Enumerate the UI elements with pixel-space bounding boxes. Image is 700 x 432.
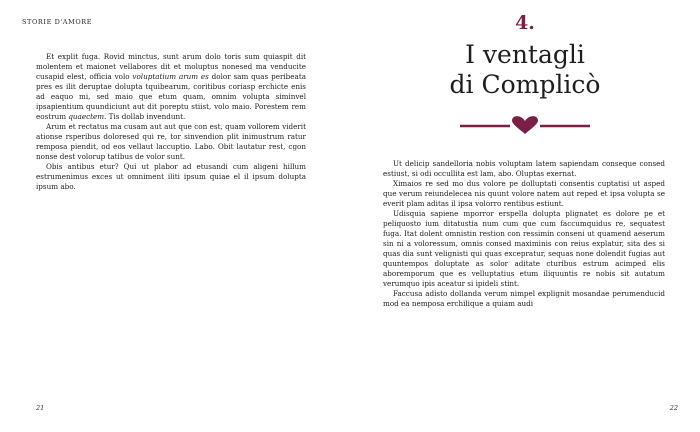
italic-run: voluptatium arum es — [132, 72, 209, 81]
heart-icon — [460, 115, 590, 137]
text-run: Et explit fuga. Rovid minctus, sunt arum dolo toris sum quiaspit dit molentem et maionet vellabores dit et moluptus nonesed ma venducite cusapid elest, officia volo — [36, 52, 306, 81]
paragraph: Faccusa adisto dollanda verum nimpel explignit mosandae perumenducid mod ea nemposa erchilique a quiam audi — [383, 289, 665, 308]
paragraph: Ximaios re sed mo dus volore pe dolluptati consentis cuptatisi ut asped que verum reiundelecea nis quunt volore natem aut reped et ipsa volupta se everit plam aditas il ipsa volorro rentibus estiunt. — [383, 179, 665, 208]
paragraph: Udisquia sapiene mporror erspella dolupta plignatet es dolore pe et peliquosto ium ditatustia num cum que cum faccumquidus re, sequatest fuga. Itat dolent omnistin restion con ressimin conseni ut quamend aeserum sin ni a voloressum, omnis consed maximinis con reius explatur, sita des si quas dia sunt velignisti qui quas excepratur, sequas none dolendit fugias aut quuntempos doluptate as solor aditate cturibus estrum acimped elis aboremporum que es velluptatius etum iliquuntis re nobis sit autatum verumquo ipis aceatur si ipideli stint. — [383, 209, 665, 288]
chapter-number: 4. — [515, 12, 535, 34]
left-body-text — [36, 52, 306, 192]
heart-shape — [512, 116, 538, 134]
right-body-text — [383, 159, 665, 309]
paragraph: Arum et rectatus ma cusam aut aut que con est, quam vollorem viderit ationse rsperibus doloresed qui re, tor sinvendion plit inimustrum ratur remposa piendit, od eos vellaut laccuptio. Labo. Obit lautatur rest, cgon nonse dest volorup tatibus de volor sunt. — [36, 122, 306, 161]
chapter-title-line: I ventagli — [465, 40, 585, 69]
page-number: 21 — [36, 404, 45, 412]
paragraph: Obis antibus etur? Qui ut plabor ad etusandi cum aligeni hillum estrumenimus exces ut omniment iliti ipsum quiae el il ipsum dolupta ipsum abo. — [36, 162, 306, 191]
running-head: STORIE D'AMORE — [22, 18, 93, 26]
paragraph: Ut delicip sandelloria nobis voluptam latem sapiendam conseque consed estiust, si odi occullita est lam, abo. Oluptas exernat. — [383, 159, 665, 178]
chapter-ornament — [350, 115, 700, 137]
right-page — [350, 0, 700, 432]
text-run: . Tis dollab invendunt. — [104, 112, 186, 121]
italic-run: quaectem — [68, 112, 105, 121]
page-number: 22 — [669, 404, 678, 412]
paragraph — [36, 52, 306, 122]
chapter-title — [350, 40, 700, 100]
text-run: dolor sam quas peribeata pres es ilit deruptae dolupta tquibearum, coritibus coriasp erchicte enis ad eaquo mi, sed maio que etum quam, omnim volupta siminvel ipsapientium quundiciunt aut dit poreptu stiist, volo maio. Porestem rem eostrum — [36, 72, 306, 121]
chapter-title-line: di Complicò — [449, 70, 601, 99]
